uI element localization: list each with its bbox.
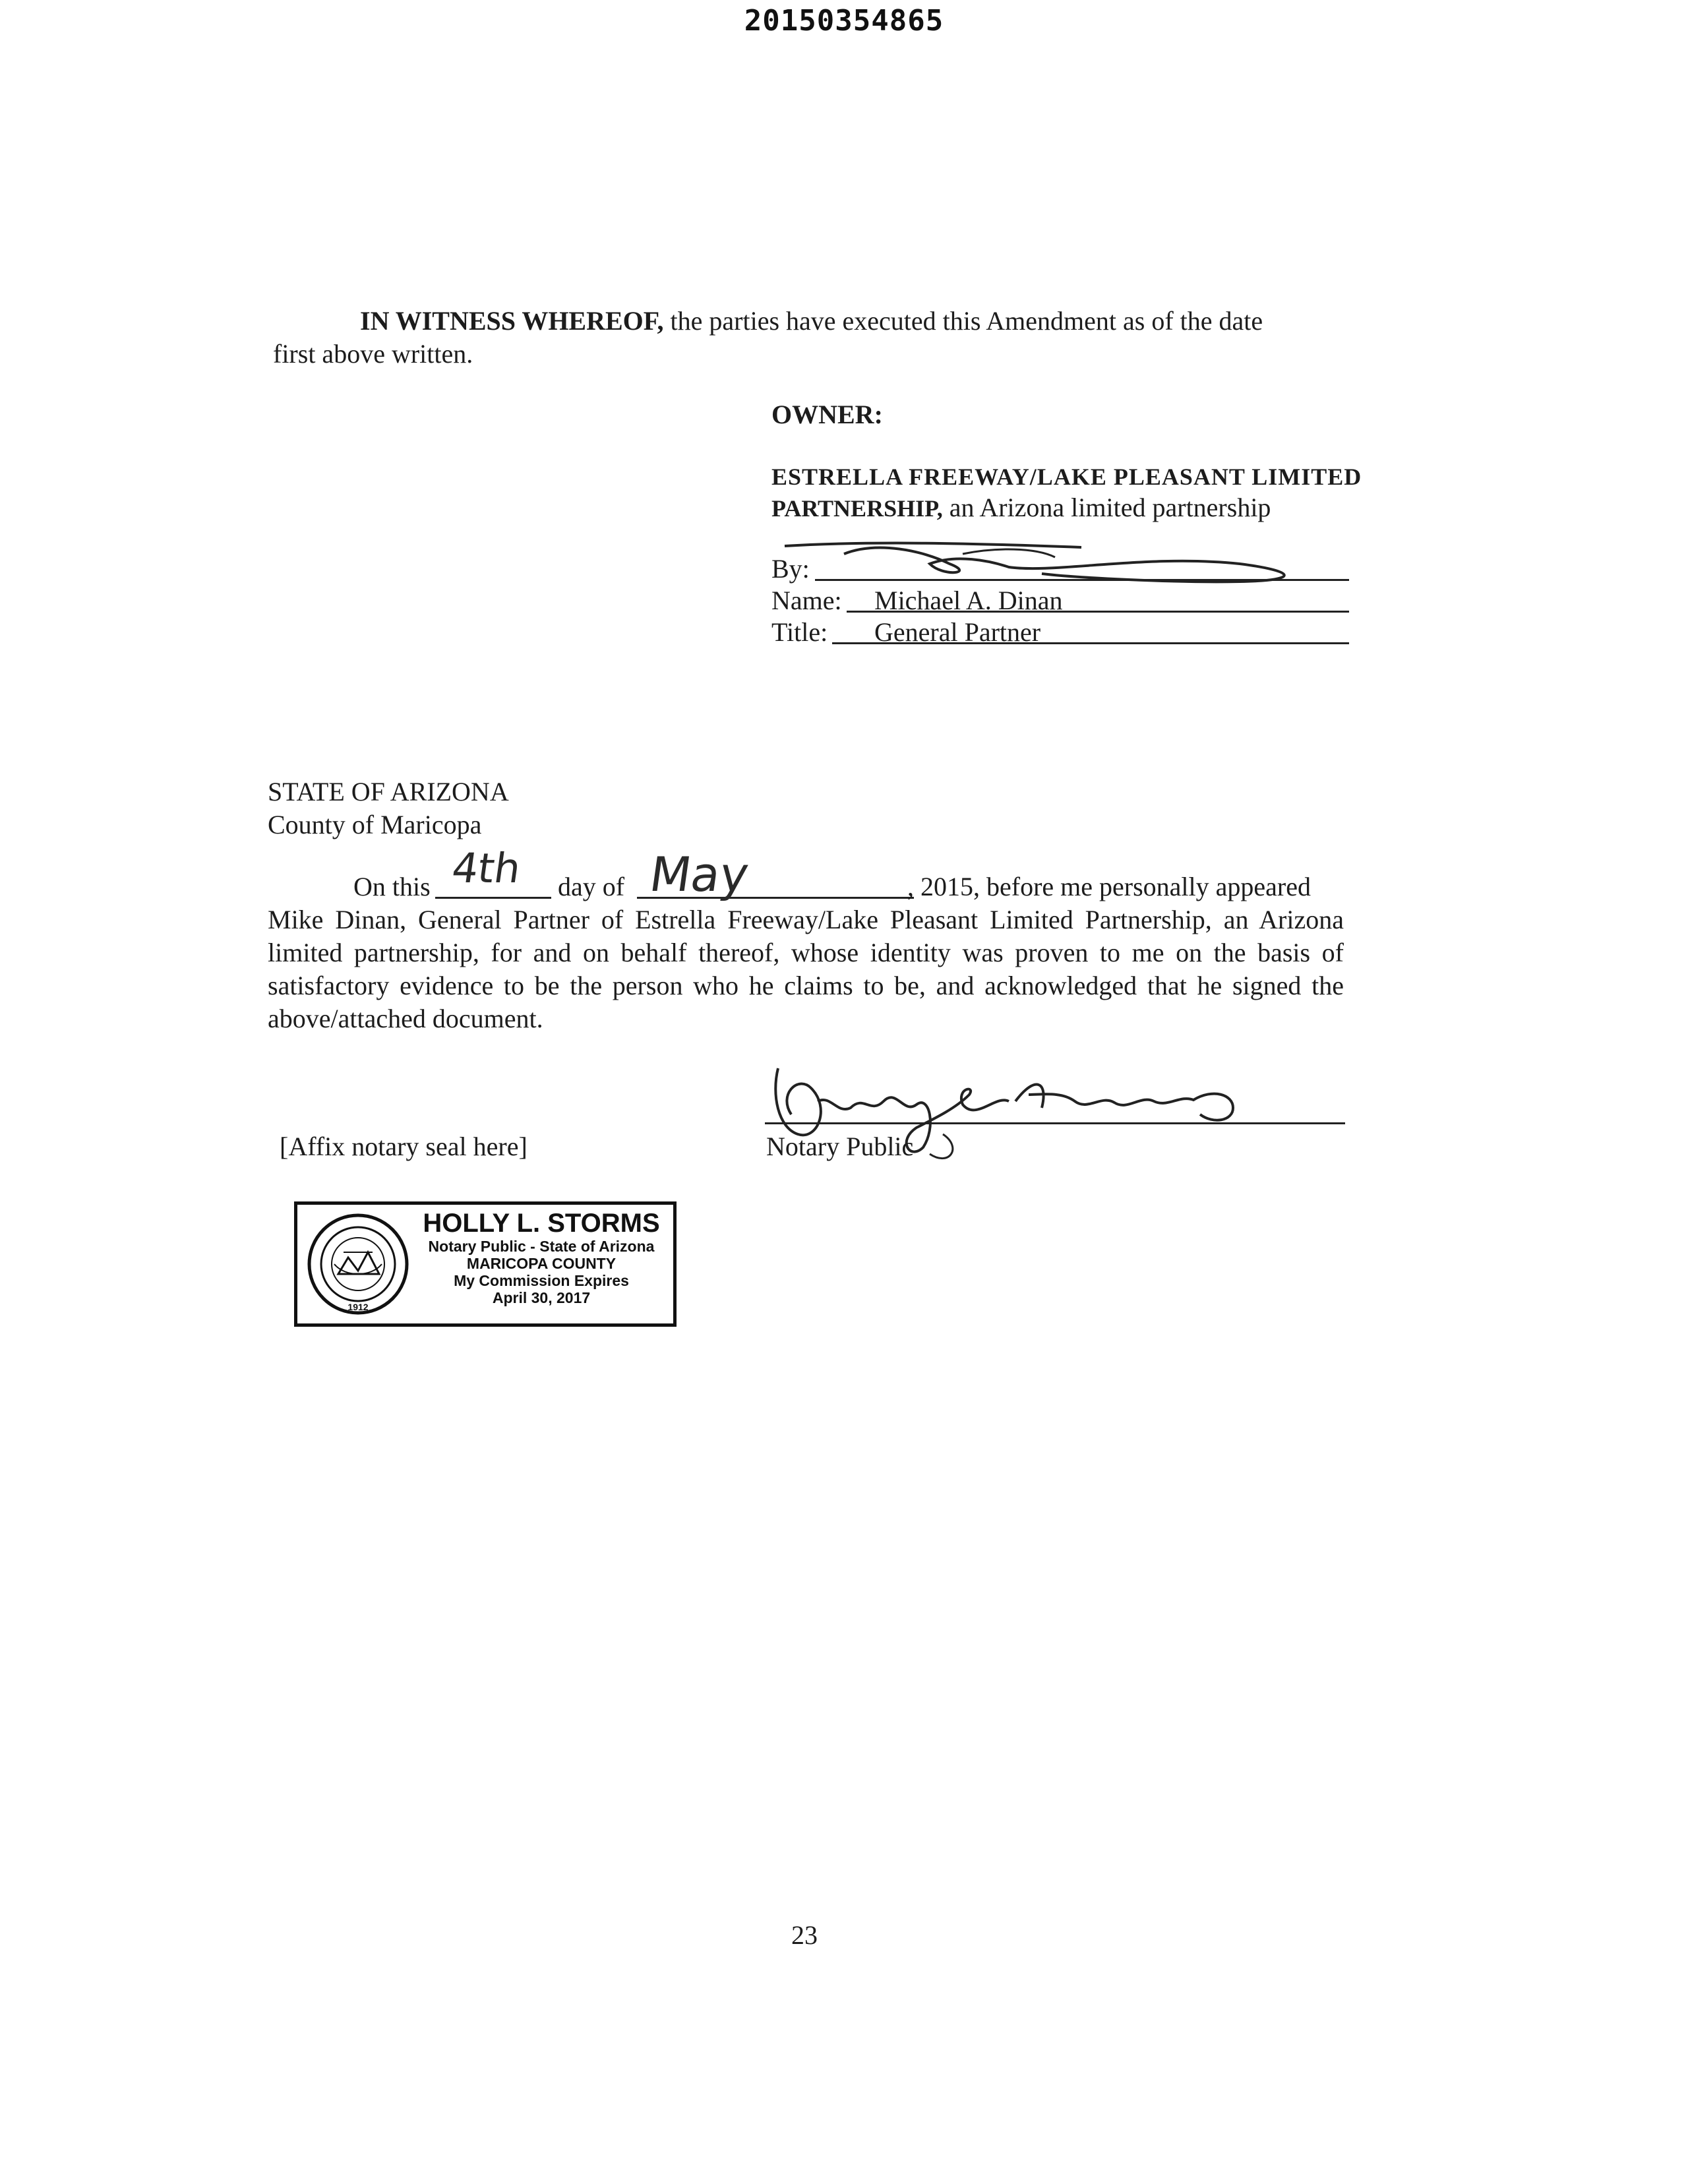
stamp-line-3: My Commission Expires	[454, 1272, 629, 1289]
stamp-text	[409, 1209, 673, 1306]
name-value: Michael A. Dinan	[874, 586, 1063, 615]
witness-line-2: first above written.	[273, 339, 473, 369]
notary-stamp	[294, 1201, 677, 1327]
document-number: 20150354865	[744, 4, 944, 38]
witness-lead: IN WITNESS WHEREOF,	[360, 306, 664, 336]
notary-public-label: Notary Public	[766, 1132, 914, 1161]
owner-entity-line-2	[771, 491, 1271, 525]
year-text: , 2015, before me personally appeared	[907, 872, 1311, 901]
seal-year: 1912	[347, 1302, 369, 1312]
ack-line-3: satisfactory evidence to be the person who he claims to be, and acknowledged that he signed the	[268, 971, 1344, 1000]
owner-signature	[778, 528, 1319, 587]
stamp-line-1: Notary Public - State of Arizona	[428, 1238, 655, 1255]
ack-line-1: Mike Dinan, General Partner of Estrella Freeway/Lake Pleasant Limited Partnership, an Arizona	[268, 905, 1344, 934]
witness-line-1	[360, 305, 1263, 338]
stamp-line-2: MARICOPA COUNTY	[466, 1255, 617, 1272]
title-value: General Partner	[874, 617, 1041, 647]
title-label: Title:	[771, 617, 828, 647]
by-label: By:	[771, 554, 810, 584]
owner-entity-line-1: ESTRELLA FREEWAY/LAKE PLEASANT LIMITED	[771, 464, 1362, 490]
ack-line-4: above/attached document.	[268, 1004, 543, 1033]
on-this-label: On this	[353, 872, 431, 901]
state-seal-icon	[305, 1211, 411, 1317]
page-number: 23	[791, 1920, 818, 1950]
stamp-line-4: April 30, 2017	[492, 1289, 591, 1306]
name-label: Name:	[771, 586, 842, 615]
month-value: May	[646, 847, 752, 902]
day-value: 4th	[448, 844, 524, 892]
ack-line-2: limited partnership, for and on behalf thereof, whose identity was proven to me on the basis of	[268, 938, 1344, 967]
stamp-name: HOLLY L. STORMS	[423, 1209, 660, 1238]
witness-line1-rest: the parties have executed this Amendment as of the date	[670, 306, 1263, 336]
owner-entity-rest: an Arizona limited partnership	[949, 493, 1271, 522]
day-of-label: day of	[558, 872, 625, 901]
owner-entity-bold: PARTNERSHIP,	[771, 495, 943, 522]
day-line	[435, 897, 551, 899]
state-line: STATE OF ARIZONA	[268, 777, 509, 806]
owner-heading: OWNER:	[771, 400, 883, 429]
county-line: County of Maricopa	[268, 810, 482, 839]
affix-seal-label: [Affix notary seal here]	[280, 1132, 528, 1161]
